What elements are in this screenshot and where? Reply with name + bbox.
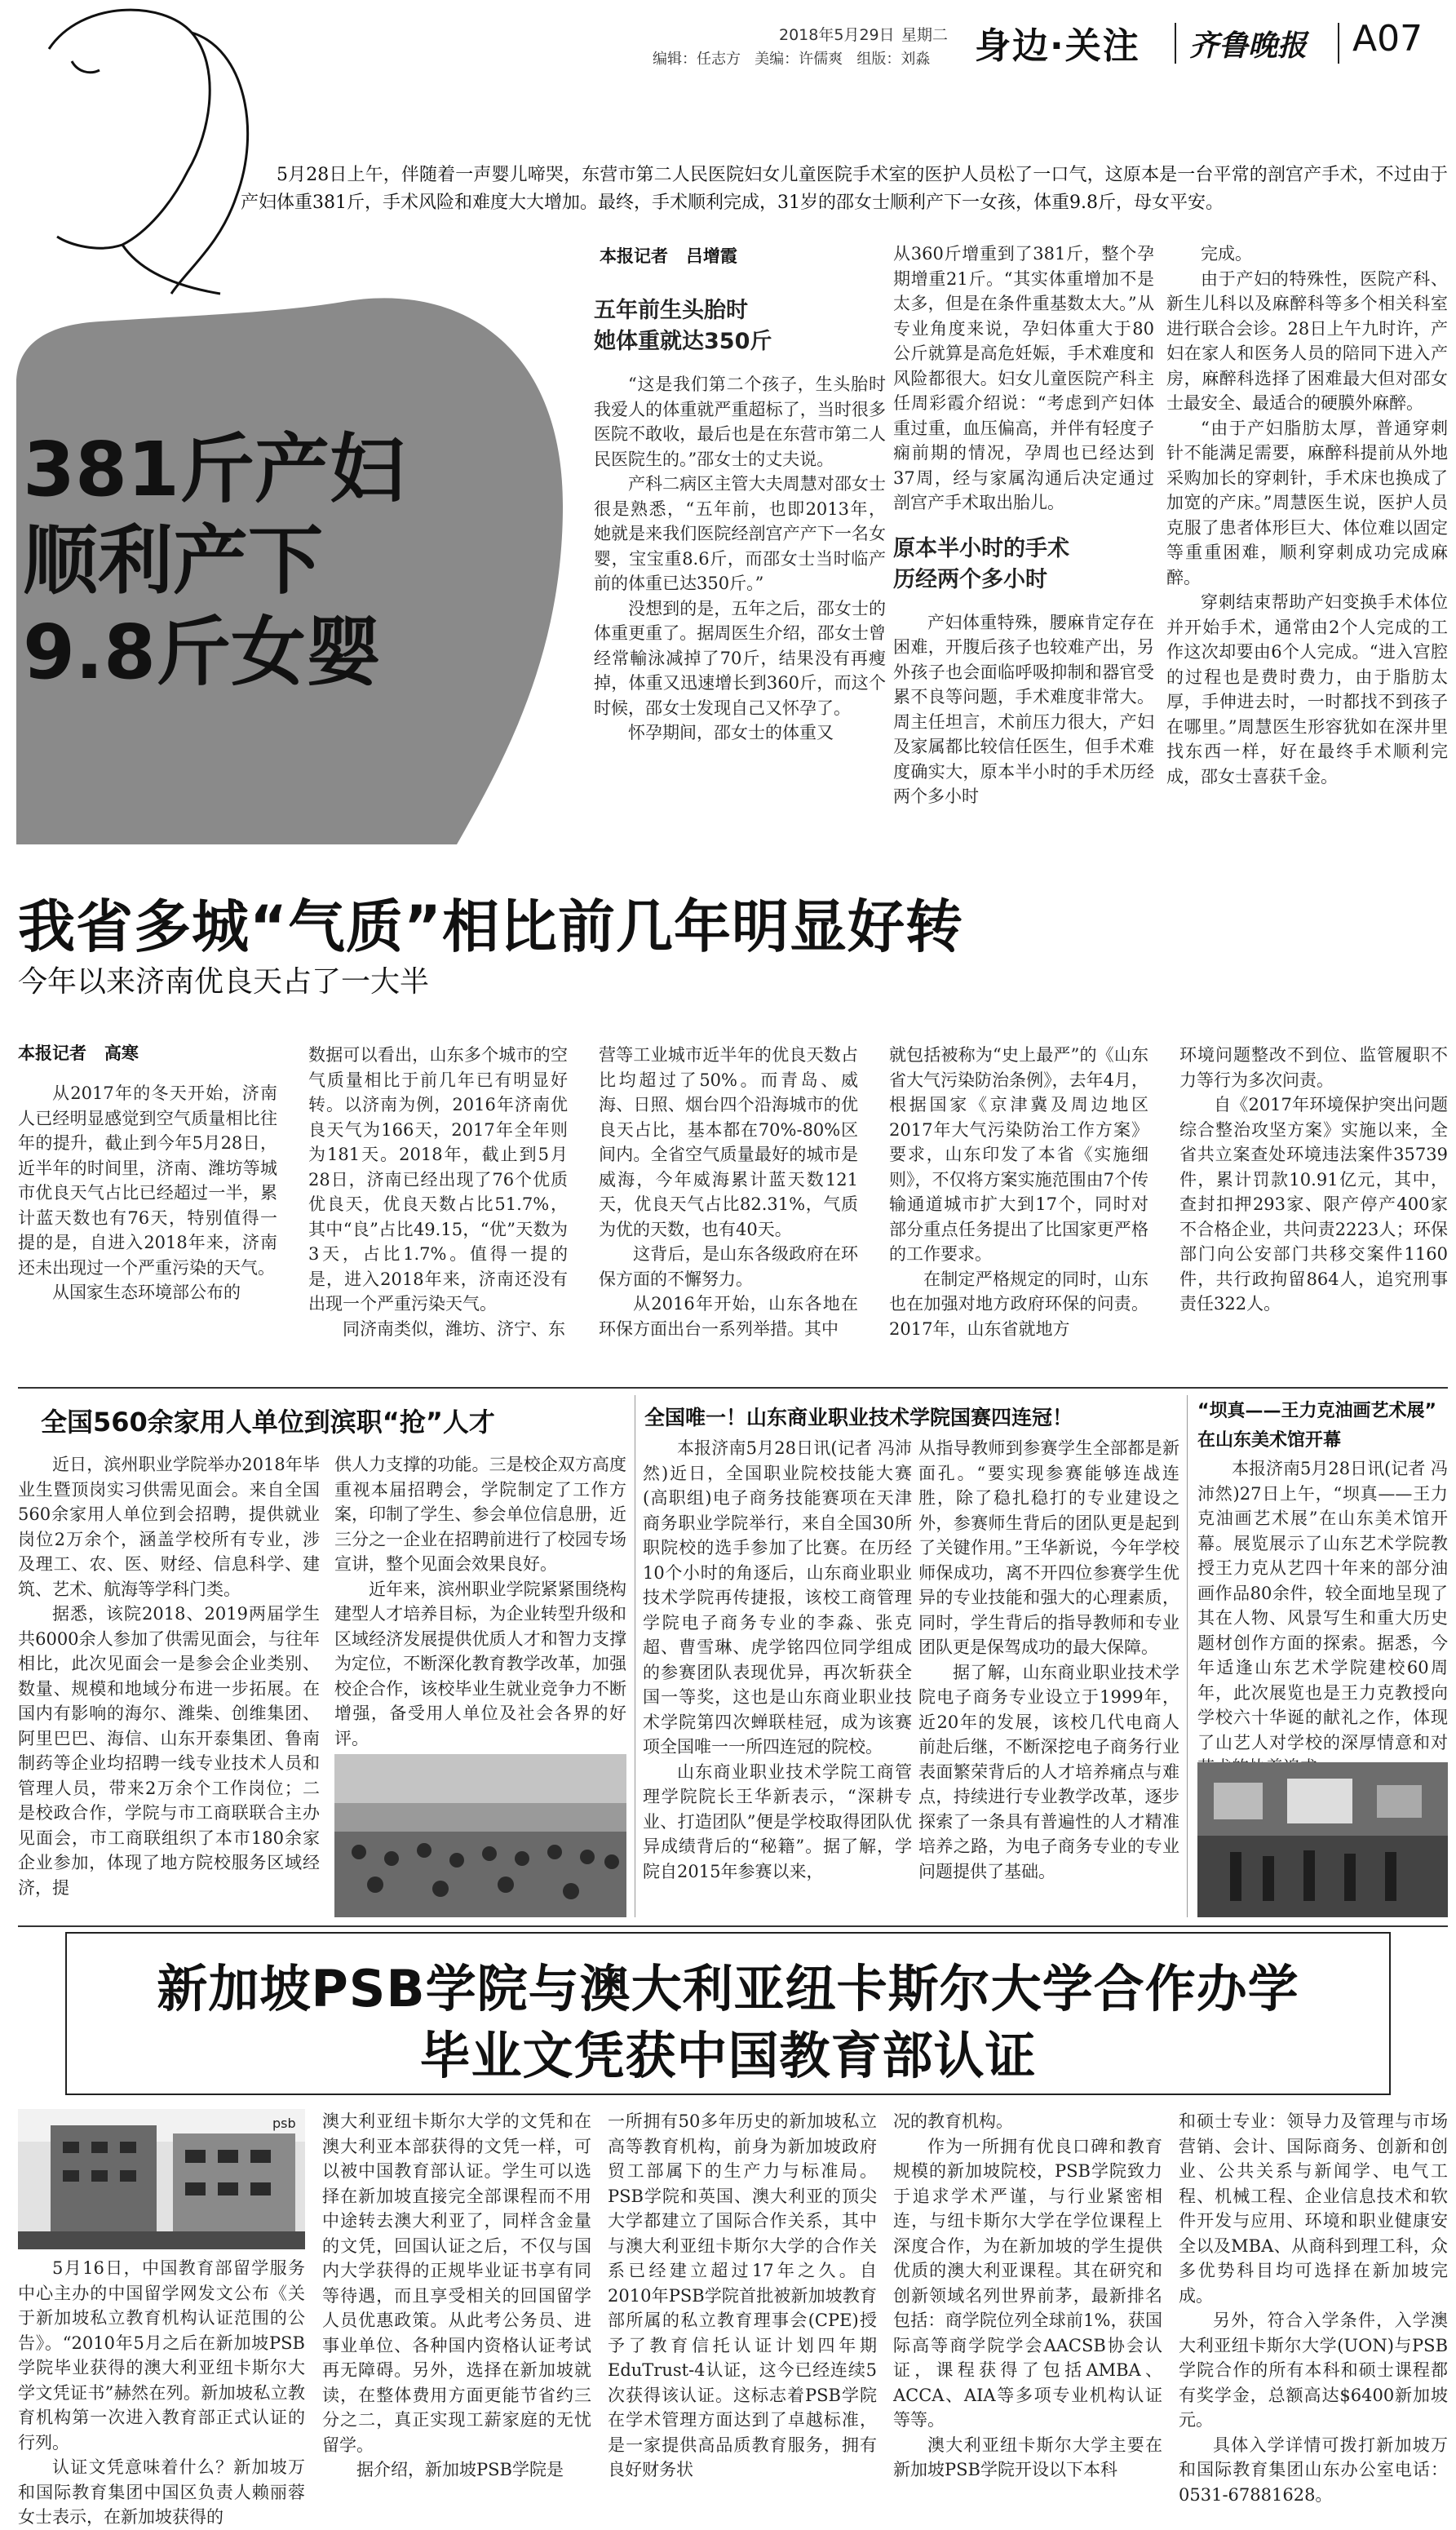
header-divider xyxy=(1175,23,1176,64)
story4-col2 xyxy=(918,1436,1179,1917)
paragraph: 产妇体重特殊，腰麻肯定存在困难，开腹后孩子也较难产出，另外孩子也会面临呼吸抑制和器官受累不良等问题，手术难度非常大。周主任坦言，术前压力很大，产妇及家属都比较信任医生，但手术难度确实大，原本半小时的手术历经两个多小时 xyxy=(893,612,1154,806)
paragraph: 就包括被称为“史上最严”的《山东省大气污染防治条例》，去年4月，根据国家《京津冀及周边地区2017年大气污染防治工作方案》要求，山东印发了本省《实施细则》，不仅将方案实施范围由7个传输通道城市扩大到17个，同时对部分重点任务提出了比国家更严格的工作要求。 xyxy=(889,1045,1148,1264)
story2-col3 xyxy=(599,1043,858,1383)
psb-sign: psb xyxy=(272,2116,296,2131)
paragraph: 另外，符合入学条件，入学澳大利亚纽卡斯尔大学(UON)与PSB学院合作的所有本科和硕士课程都有奖学金，总额高达$6400新加坡元。 xyxy=(1179,2311,1448,2430)
story5-headline: “坝真——王力克油画艺术展” xyxy=(1197,1401,1436,1421)
pregnant-woman-illustration xyxy=(0,0,587,844)
subhead-2-line-1: 原本半小时的手术 xyxy=(893,535,1069,561)
paragraph: 数据可以看出，山东多个城市的空气质量相比于前几年已有明显好转。以济南为例，2016年济南优良天气为166天，2017年全年则为181天。2018年，截止到5月28日，济南已经出现了76个优质优良天，优良天数占比51.7%，其中“良”占比49.15，“优”天数为3天，占比1.7%。值得一提的是，进入2018年来，济南还没有出现一个严重污染天气。 xyxy=(308,1045,568,1314)
issue-date: 2018年5月29日 xyxy=(779,26,895,44)
paragraph: 和硕士专业：领导力及管理与市场营销、会计、国际商务、创新和创业、公共关系与新闻学、电气工程、机械工程、企业信息技术和软件开发与应用、环境和职业健康安全以及MBA、从商科到理工科，众多优势科目均可选择在新加坡完成。 xyxy=(1179,2111,1448,2306)
story2-byline: 本报记者 高寒 xyxy=(18,1043,139,1063)
woman-silhouette-icon xyxy=(0,0,587,844)
paragraph: 近年来，滨州职业学院紧紧围绕构建型人才培养目标，为企业转型升级和区域经济发展提供优质人才和智力支撑为定位，不断深化教育教学改革，加强校企合作，该校毕业生就业竞争力不断增强，备受用人单位及社会各界的好评。 xyxy=(334,1579,626,1748)
story6-col3-text xyxy=(608,2109,877,2483)
story3-headline: 全国560余家用人单位到滨职“抢”人才 xyxy=(41,1407,495,1438)
paragraph: 澳大利亚纽卡斯尔大学主要在新加坡PSB学院开设以下本科 xyxy=(893,2435,1162,2479)
paragraph: 穿刺结束帮助产妇变换手术体位并开始手术，通常由2个人完成的工作这次却要由6个人完成。“进入宫腔的过程也是费时费力，由于脂肪太厚，手伸进去时，一时都找不到孩子在哪里。”周慧医生形容犹如在深井里找东西一样，好在最终手术顺利完成，邵女士喜获千金。 xyxy=(1166,592,1448,786)
story2-col5-text xyxy=(1179,1043,1448,1317)
subhead-1-line-1: 五年前生头胎时 xyxy=(594,298,748,323)
paragraph: 怀孕期间，邵女士的体重又 xyxy=(628,723,834,742)
story4-col2-text xyxy=(918,1436,1179,1884)
story1-col1-text xyxy=(594,372,886,746)
section-rule-1 xyxy=(18,1387,1448,1389)
story1-headline xyxy=(23,424,529,698)
paragraph: 在制定严格规定的同时，山东也在加强对地方政府环保的问责。2017年，山东省就地方 xyxy=(889,1269,1148,1339)
story2-subhead: 今年以来济南优良天占了一大半 xyxy=(18,965,430,999)
story1-subhead-1 xyxy=(594,295,886,357)
paragraph: 从2016年开始，山东各地在环保方面出台一系列举措。其中 xyxy=(599,1294,858,1339)
story6-col2 xyxy=(322,2109,591,2497)
paragraph: 具体入学详情可拨打新加坡万和国际教育集团山东办公室电话：0531-67881628。 xyxy=(1179,2435,1448,2505)
story1-col2 xyxy=(893,241,1154,832)
story6-col3 xyxy=(608,2109,877,2497)
paragraph: 近日，滨州职业学院举办2018年毕业生暨顶岗实习供需见面会。来自全国560余家用人单位到会招聘，提供就业岗位2万余个，涵盖学校所有专业，涉及理工、农、医、财经、信息科学、建筑、艺术、航海等学科门类。 xyxy=(18,1455,320,1599)
story1-col1 xyxy=(594,277,886,832)
paragraph: 没想到的是，五年之后，邵女士的体重更重了。据周医生介绍，邵女士曾经常輸泳减掉了70斤，结果没有再瘦掉，体重又迅速增长到360斤，而这个时候，邵女士发现自己又怀孕了。 xyxy=(594,598,886,718)
paragraph: 从2017年的冬天开始，济南人已经明显感觉到空气质量相比往年的提升，截止到今年5月28日，近半年的时间里，济南、潍坊等城市优良天气占比已经超过一半，累计蓝天数也有76天，特别值得一提的是，自进入2018年来，济南还未出现过一个严重污染的天气。 xyxy=(18,1083,277,1278)
subhead-2-line-2: 历经两个多小时 xyxy=(893,566,1047,592)
paragraph: 从360斤增重到了381斤，整个孕期增重21斤。“其实体重增加不是太多，但是在条件重基数太大。”从专业角度来说，孕妇体重大于80公斤就算是高危妊娠，手术难度和风险都很大。妇女儿童医院产科主任周彩霞介绍说：“考虑到产妇体重过重，血压偏高，并伴有轻度子痫前期的情况，孕周也已经达到37周，经与家属沟通后决定通过剖宫产手术取出胎儿。 xyxy=(893,244,1154,512)
story3-col2-text xyxy=(334,1452,626,1751)
story1-col2-text-b xyxy=(893,610,1154,809)
paragraph: 本报济南5月28日讯(记者 冯沛然)27日上午，“坝真——王力克油画艺术展”在山东美术馆开幕。展览展示了山东艺术学院教授王力克从艺四十年来的部分油画作品80余件，较全面地呈现了其在人物、风景写生和重大历史题材创作方面的探索。据悉，今年适逢山东艺术学院建校60周年，此次展览也是王力克教授向学校六十华诞的献礼之作，体现了山艺人对学校的深厚情意和对 xyxy=(1197,1459,1448,1752)
section-title: 身边·关注 xyxy=(975,25,1140,67)
story2-col5 xyxy=(1179,1043,1448,1383)
story3-col1-text xyxy=(18,1452,320,1900)
paragraph: 作为一所拥有优良口碑和教育规模的新加坡院校，PSB学院致力于追求学术严谨，与行业紧密相连，与纽卡斯尔大学在学位课程上深度合作，为在新加坡的学生提供优质的澳大利亚课程。其在研究和创新领域名列世界前茅，最新排名包括：商学院位列全球前1%，获国际高等商学院学会AACSB协会认证，课程获得了包括AMBA、ACCA、AIA等多项专业机构认证等等。 xyxy=(893,2136,1162,2430)
crowd-photo-icon xyxy=(334,1754,626,1917)
story5-col1-text xyxy=(1197,1456,1448,1780)
story6-col5-text xyxy=(1179,2109,1448,2507)
paragraph: 5月16日，中国教育部留学服务中心主办的中国留学网发文公布《关于新加坡私立教育机构认证范围的公告》。“2010年5月之后在新加坡PSB学院毕业获得的澳大利亚纽卡斯尔大学文凭证书”赫然在列。新加坡私立教育机构第一次进入教育部正式认证的行列。 xyxy=(18,2258,305,2452)
paragraph: 据悉，该院2018、2019两届学生共6000余人参加了供需见面会，与往年相比，此次见面会一是参会企业类别、数量、规模和地域分布进一步拓展。在国内有影响的海尔、潍柴、创维集团、阿里巴巴、海信、山东开泰集团、鲁南制药等企业均招聘一线专业技术人员和管理人员，带来2万余个工作岗位；二是校政合作，学院与市工商联联合主办见面会，市工商联组织了本市180余家企业参加，体现了地方院校服务区域经济，提 xyxy=(18,1604,320,1898)
story6-headline-1: 新加坡PSB学院与澳大利亚纽卡斯尔大学合作办学 xyxy=(157,1959,1299,2018)
paragraph: 山东商业职业技术学院工商管理学院院长王华新表示，“深耕专业、打造团队”便是学校取得团队优异成绩背后的“秘籍”。据了解，学院自2015年参赛以来， xyxy=(643,1761,912,1881)
paragraph: 自《2017年环境保护突出问题综合整治攻坚方案》实施以来，全省共立案查处环境违法案件35739件，累计罚款10.91亿元，其中，查封扣押293家、限产停产400家不合格企业，共问责2223人；环保部门向公安部门共移交案件1160件，共行政拘留864人，追究刑事责任322人。 xyxy=(1179,1095,1448,1314)
story3-col2 xyxy=(334,1452,626,1746)
story4-col1-text xyxy=(643,1436,912,1884)
story6-col1 xyxy=(18,2256,305,2527)
paragraph: 同济南类似，潍坊、济宁、东 xyxy=(343,1318,565,1339)
paragraph: “这是我们第二个孩子，生头胎时我爱人的体重就严重超标了，当时很多医院不敢收，最后也是在东营市第二人民医院生的。”邵女士的丈夫说。 xyxy=(594,374,886,469)
paragraph: 澳大利亚纽卡斯尔大学的文凭和在澳大利亚本部获得的文凭一样，可以被中国教育部认证。学生可以选择在新加坡直接完全部课程而不用中途转去澳大利亚了，同样含金量的文凭，回国认证之后，不仅与国内大学获得的正规毕业证书享有同等待遇，而且享受相关的回国留学人员优惠政策。从此考公务员、进事业单位、各种国内资格认证考试再无障碍。另外，选择在新加坡就读，在整体费用方面更能节省约三分之二，真正实现工薪家庭的无忧留学。 xyxy=(322,2111,591,2455)
issue-weekday: 星期二 xyxy=(901,26,949,44)
story5-col1 xyxy=(1197,1456,1448,1754)
story4-headline: 全国唯一！山东商业职业技术学院国赛四连冠！ xyxy=(644,1406,1073,1429)
subhead-1-line-2: 她体重就达350斤 xyxy=(594,329,772,354)
paragraph: 从国家生态环境部公布的 xyxy=(52,1283,241,1302)
paragraph: 据了解，山东商业职业技术学院电子商务专业设立于1999年，近20年的发展，该校几代电商人前赴后继，不断深挖电子商务行业表面繁荣背后的人才培养痛点与难点，持续进行专业教学改革，逐步探索了一条具有普遍性的人才精准培养之路，为电子商务专业的专业问题提供了基础。 xyxy=(918,1662,1179,1881)
paragraph: “由于产妇脂肪太厚，普通穿刺针不能满足需要，麻醉科提前从外地采购加长的穿刺针，手术床也换成了加宽的产床。”周慧医生说，医护人员克服了患者体形巨大、体位难以固定等重重困难，顺利穿刺成功完成麻醉。 xyxy=(1166,418,1448,587)
job-fair-photo xyxy=(334,1754,626,1917)
story6-col5 xyxy=(1179,2109,1448,2505)
column-rule-2 xyxy=(1187,1395,1188,1917)
story1-lead: 5月28日上午，伴随着一声婴儿啼哭，东营市第二人民医院妇女儿童医院手术室的医护人员松了一口气，这原本是一台平常的剖宫产手术，不过由于产妇体重381斤，手术风险和难度大大增加。最终，手术顺利完成，31岁的邵女士顺利产下一女孩，体重9.8斤，母女平安。 xyxy=(241,165,1448,213)
story5-subhead: 在山东美术馆开幕 xyxy=(1197,1430,1342,1451)
campus-building-icon xyxy=(18,2109,305,2249)
section-rule-2 xyxy=(18,1925,1448,1927)
story4-col1 xyxy=(643,1436,912,1917)
paragraph: 这背后，是山东各级政府在环保方面的不懈努力。 xyxy=(599,1244,858,1289)
story2-col1-text xyxy=(18,1081,277,1305)
story1-col3-text xyxy=(1166,241,1448,789)
story2-col4 xyxy=(889,1043,1148,1383)
story2-col4-text xyxy=(889,1043,1148,1341)
story6-col4-text xyxy=(893,2109,1162,2483)
story2-col3-text xyxy=(599,1043,858,1341)
story6-headline-2: 毕业文凭获中国教育部认证 xyxy=(419,2026,1037,2085)
paragraph: 一所拥有50多年历史的新加坡私立高等教育机构，前身为新加坡政府贸工部属下的生产力与标准局。PSB学院和英国、澳大利亚的顶尖大学都建立了国际合作关系，其中与澳大利亚纽卡斯尔大学的合作关系已经建立超过17年之久。自2010年PSB学院首批被新加坡教育部所属的私立教育理事会(CPE)授予了教育信托认证计划四年期EduTrust-4认证，这今已经连续5次获得该认证。这标志着PSB学院在学术管理方面达到了卓越标准，是一家提供高品质教育服务，拥有良好财务状 xyxy=(608,2111,877,2479)
story2-headline: 我省多城“气质”相比前几年明显好转 xyxy=(18,893,964,960)
story6-col1-text xyxy=(18,2256,305,2530)
headline-line-1: 381斤产妇 xyxy=(23,426,405,513)
paragraph: 营等工业城市近半年的优良天数占比均超过了50%。而青岛、威海、日照、烟台四个沿海城市的优良天占比，基本都在70%-80%区间内。全省空气质量最好的城市是威海，今年威海累计蓝天数121天，优良天气占比82.31%，气质为优的天数，也有40天。 xyxy=(599,1045,858,1239)
headline-line-3: 9.8斤女婴 xyxy=(23,609,381,696)
editors-line: 编辑：任志方 美编：许儒爽 组版：刘淼 xyxy=(653,51,931,68)
story1-col3 xyxy=(1166,241,1448,832)
psb-campus-photo xyxy=(18,2109,305,2249)
story2-col2 xyxy=(308,1043,568,1383)
paragraph: 由于产妇的特殊性，医院产科、新生儿科以及麻醉科等多个相关科室进行联合会诊。28日上午九时许，产妇在家人和医务人员的陪同下进入产房，麻醉科选择了困难最大但对邵女士最安全、最适合的硬膜外麻醉。 xyxy=(1166,268,1448,413)
paragraph: 产科二病区主管大夫周慧对邵女士很是熟悉，“五年前，也即2013年，她就是来我们医院经剖宫产产下一名女婴，宝宝重8.6斤，而邵女士当时临产前的体重已达350斤。” xyxy=(594,474,886,593)
story6-col4 xyxy=(893,2109,1162,2497)
story1-subhead-2 xyxy=(893,534,1154,596)
story2-col2-text xyxy=(308,1043,568,1341)
paragraph: 本报济南5月28日讯(记者 冯沛然)近日，全国职业院校技能大赛(高职组)电子商务技能赛项在天津商务职业学院举行，来自全国30所职院校的选手参加了比赛。在历经10个小时的角逐后，山东商业职业技术学院再传捷报，该校工商管理学院电子商务专业的李淼、张克超、曹雪琳、虎学铭四位同学组成的参赛团队表现优异，再次斩获全国一等奖，这也是山东商业职业技术学院第四次蝉联桂冠，成为该赛项全国唯一一所四连冠的院校。 xyxy=(643,1438,912,1757)
paragraph: 环境问题整改不到位、监管履职不力等行为多次问责。 xyxy=(1179,1045,1448,1090)
headline-line-2: 顺利产下 xyxy=(23,517,324,605)
story1-byline: 本报记者 吕增霞 xyxy=(600,246,737,266)
paper-logo: 齐鲁晚报 xyxy=(1189,29,1308,63)
exhibition-photo xyxy=(1197,1762,1448,1917)
paragraph: 完成。 xyxy=(1201,244,1252,264)
story2-col1 xyxy=(18,1081,277,1383)
gallery-photo-icon xyxy=(1197,1762,1448,1917)
page-number: A07 xyxy=(1352,18,1423,60)
paragraph: 况的教育机构。 xyxy=(893,2111,1013,2131)
paragraph: 据介绍，新加坡PSB学院是 xyxy=(356,2460,564,2479)
story6-col2-text xyxy=(322,2109,591,2483)
story1-col2-text-a xyxy=(893,241,1154,516)
paragraph: 供人力支撑的功能。三是校企双方高度重视本届招聘会，学院制定了工作方案，印制了学生、参会单位信息册，近三分之一企业在招聘前进行了校园专场宣讲，整个见面会效果良好。 xyxy=(334,1455,626,1574)
story3-col1 xyxy=(18,1452,320,1917)
paragraph: 认证文凭意味着什么？新加坡万和国际教育集团中国区负责人赖丽蓉女士表示，在新加坡获得的 xyxy=(18,2457,305,2527)
paragraph: 从指导教师到参赛学生全部都是新面孔。“要实现参赛能够连战连胜，除了稳扎稳打的专业建设之外，参赛师生背后的团队更是起到了关键作用。”王华新说，今年学校师保成功，离不开四位参赛学生优异的专业技能和强大的心理素质，同时，学生背后的指导教师和专业团队更是保驾成功的最大保障。 xyxy=(918,1438,1179,1657)
header-divider-2 xyxy=(1338,23,1339,64)
